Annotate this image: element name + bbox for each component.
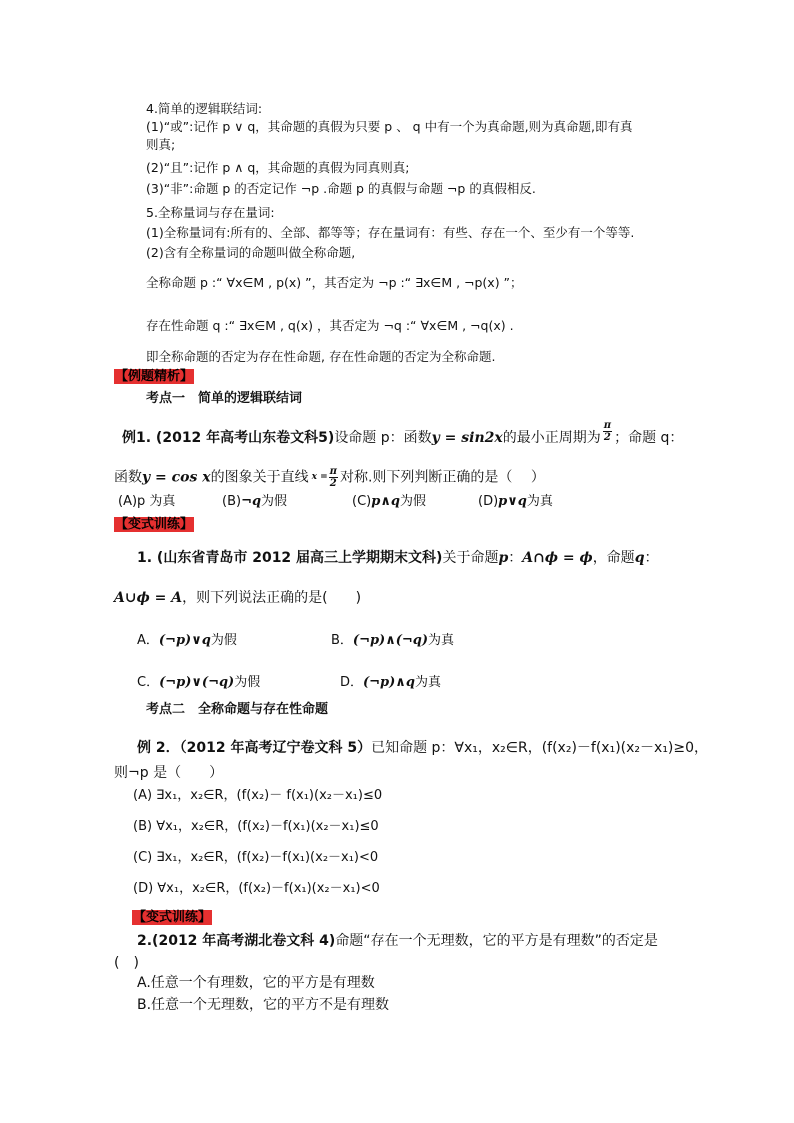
universal-proposition: 全称命题 p :“ ∀x∈M , p(x) ”，其否定为 ¬p :“ ∃x∈M , ¬p(x) ”； xyxy=(146,275,523,290)
train1-option-b: B．(¬p)∧(¬q)为真 xyxy=(331,633,455,648)
logic-or-line1: (1)“或”:记作 p ∨ q，其命题的真假为只要 p 、 q 中有一个为真命题,则为真命题,即有真 xyxy=(146,119,633,134)
ex1-option-d: (D)p∨q为真 xyxy=(478,494,553,509)
logic-or-line2: 则真; xyxy=(146,137,176,152)
logic-title: 4.简单的逻辑联结词: xyxy=(146,101,263,116)
train1-option-d: D．(¬p)∧q为真 xyxy=(340,675,441,690)
train1-option-a: A．(¬p)∨q为假 xyxy=(137,633,237,648)
ex1-option-b: (B)¬q为假 xyxy=(222,494,288,509)
ex2-option-c: (C) ∃x₁，x₂∈R，(f(x₂)－f(x₁)(x₂－x₁)<0 xyxy=(133,850,379,865)
quantifier-title: 5.全称量词与存在量词: xyxy=(146,205,275,220)
existential-proposition: 存在性命题 q :“ ∃x∈M , q(x) ，其否定为 ¬q :“ ∀x∈M , ¬q(x) . xyxy=(146,318,514,333)
ex2-option-a: (A) ∃x₁，x₂∈R，(f(x₂)－ f(x₁)(x₂－x₁)≤0 xyxy=(133,788,383,803)
ex1-stem-line1: 例1. (2012 年高考山东卷文科5)设命题 p：函数y = sin2x的最小正周期为 $\frac{\pi}{2}$ ；命题 q： xyxy=(122,419,684,446)
train2-option-b: B.任意一个无理数，它的平方不是有理数 xyxy=(137,997,390,1013)
train1-stem-line1: 1. (山东省青岛市 2012 届高三上学期期末文科)关于命题p：A∩ϕ = ϕ，命题q： xyxy=(137,550,659,566)
logic-and-line: (2)“且”:记作 p ∧ q，其命题的真假为同真则真; xyxy=(146,160,410,175)
train2-stem: 2.(2012 年高考湖北卷文科 4)命题“存在一个无理数，它的平方是有理数”的否定是 xyxy=(137,933,658,949)
ex1-option-a: (A)p 为真 xyxy=(118,494,176,509)
point1-heading: 考点一 简单的逻辑联结词 xyxy=(146,391,303,406)
quantifier-line1: (1)全称量词有:所有的、全部、都等等；存在量词有：有些、存在一个、至少有一个等等. xyxy=(146,225,635,240)
examples-header: 【例题精析】 xyxy=(115,369,194,384)
quantifier-line2: (2)含有全称量词的命题叫做全称命题, xyxy=(146,245,356,260)
train2-option-a: A.任意一个有理数，它的平方是有理数 xyxy=(137,975,375,991)
ex2-stem-line1: 例 2．（2012 年高考辽宁卷文科 5）已知命题 p：∀x₁，x₂∈R，(f(x₂)－f(x₁)(x₂－x₁)≥0， xyxy=(137,740,709,756)
quantifier-summary: 即全称命题的否定为存在性命题, 存在性命题的否定为全称命题. xyxy=(146,349,496,364)
ex2-stem-line2: 则¬p 是（ ） xyxy=(114,765,224,781)
training1-header: 【变式训练】 xyxy=(115,517,194,532)
training2-header: 【变式训练】 xyxy=(133,910,212,925)
ex2-option-d: (D) ∀x₁，x₂∈R，(f(x₂)－f(x₁)(x₂－x₁)<0 xyxy=(133,881,380,896)
ex1-stem-line2: 函数y = cos x的图象关于直线 x = $\frac{\pi}{2}$ 对称.则下列判断正确的是（ ） xyxy=(114,466,545,489)
ex2-option-b: (B) ∀x₁，x₂∈R，(f(x₂)－f(x₁)(x₂－x₁)≤0 xyxy=(133,819,379,834)
train1-stem-line2: A∪ϕ = A，则下列说法正确的是( ) xyxy=(114,590,362,606)
ex1-option-c: (C)p∧q为假 xyxy=(352,494,426,509)
logic-not-line: (3)“非”:命题 p 的否定记作 ¬p .命题 p 的真假与命题 ¬p 的真假相反. xyxy=(146,181,536,196)
train2-paren: ( ) xyxy=(114,955,139,971)
point2-heading: 考点二 全称命题与存在性命题 xyxy=(146,702,329,717)
train1-option-c: C．(¬p)∨(¬q)为假 xyxy=(137,675,261,690)
